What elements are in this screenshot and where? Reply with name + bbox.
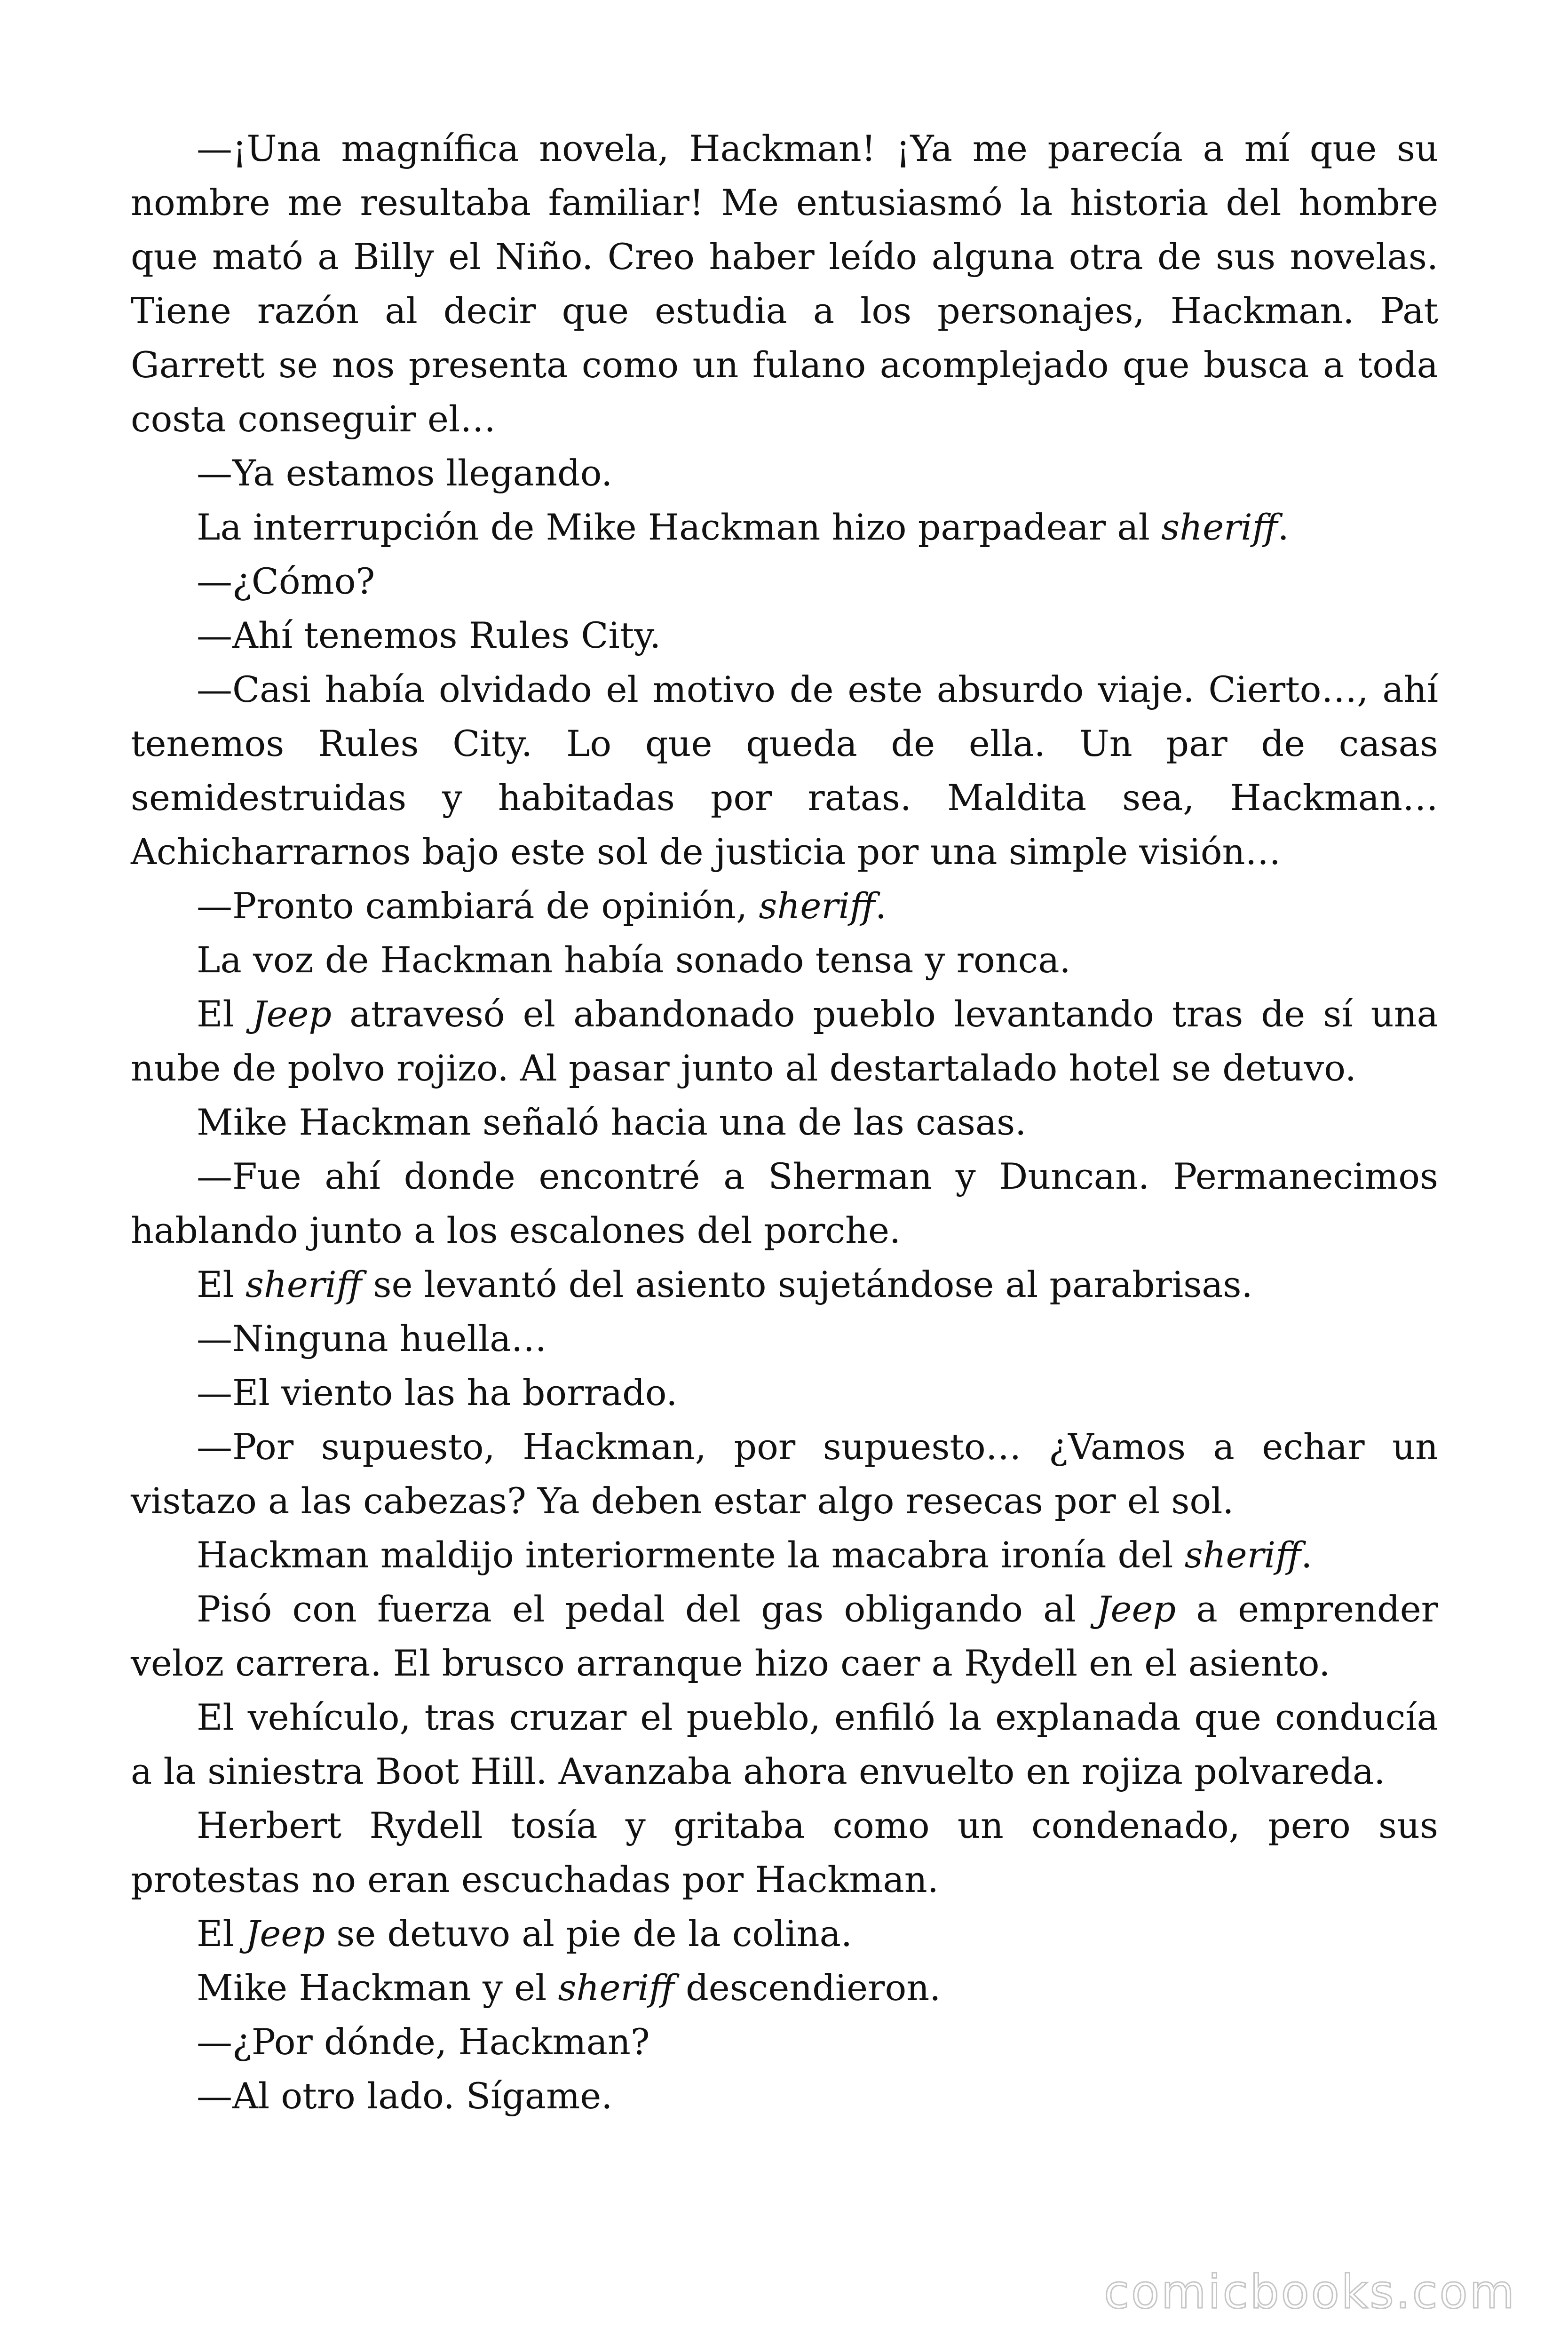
paragraph: [131, 554, 1438, 608]
text-run: se levantó del asiento sujetándose al parabrisas.: [362, 1263, 1253, 1305]
text-run: —¡Una magnífica novela, Hackman! ¡Ya me parecía a mí que su nombre me resultaba familiar! Me entusiasmó la historia del hombre que mató a Billy el Niño. Creo haber leído alguna otra de sus novelas. Tiene razón al decir que estudia a los personajes, Hackman. Pat Garrett se nos presenta como un fulano acomplejado que busca a toda costa conseguir el…: [131, 127, 1438, 440]
paragraph: [131, 608, 1438, 662]
paragraph: [131, 1582, 1438, 1690]
paragraph: [131, 1366, 1438, 1420]
text-run: Hackman maldijo interiormente la macabra ironía del: [197, 1534, 1185, 1576]
text-run: Pisó con fuerza el pedal del gas obligando al: [197, 1588, 1097, 1630]
text-run: atravesó el abandonado pueblo levantando tras de sí una nube de polvo rojizo. Al pasar junto al destartalado hotel se detuvo.: [131, 993, 1438, 1089]
text-run: —Al otro lado. Sígame.: [197, 2075, 613, 2117]
paragraph: [131, 2015, 1438, 2069]
italic-term: sheriff: [245, 1263, 362, 1305]
italic-term: sheriff: [759, 885, 875, 927]
italic-term: sheriff: [558, 1967, 674, 2009]
paragraph: [131, 1961, 1438, 2015]
paragraph: [131, 2069, 1438, 2123]
paragraph: [131, 879, 1438, 933]
text-run: —Por supuesto, Hackman, por supuesto… ¿Vamos a echar un vistazo a las cabezas? Ya deben estar algo resecas por el sol.: [131, 1426, 1438, 1522]
text-run: Mike Hackman señaló hacia una de las casas.: [197, 1101, 1027, 1143]
paragraph: [131, 1528, 1438, 1582]
text-run: Mike Hackman y el: [197, 1967, 558, 2009]
text-run: —Ninguna huella…: [197, 1318, 547, 1359]
text-run: descendieron.: [674, 1967, 941, 2009]
paragraph: [131, 662, 1438, 879]
text-run: —¿Cómo?: [197, 560, 375, 602]
paragraph: [131, 933, 1438, 987]
paragraph: [131, 987, 1438, 1095]
text-run: El: [197, 1913, 245, 1955]
site-watermark: comicbooks.com: [1104, 2265, 1516, 2319]
italic-term: Jeep: [1096, 1588, 1176, 1630]
text-run: El vehículo, tras cruzar el pueblo, enfiló la explanada que conducía a la siniestra Boot Hill. Avanzaba ahora envuelto en rojiza polvareda.: [131, 1696, 1438, 1792]
text-run: —Ya estamos llegando.: [197, 452, 613, 494]
paragraph: [131, 446, 1438, 500]
text-run: .: [1301, 1534, 1313, 1576]
italic-term: sheriff: [1161, 506, 1278, 548]
italic-term: Jeep: [252, 993, 332, 1035]
text-run: —Ahí tenemos Rules City.: [197, 614, 661, 656]
text-run: .: [1277, 506, 1289, 548]
text-run: Herbert Rydell tosía y gritaba como un condenado, pero sus protestas no eran escuchadas por Hackman.: [131, 1804, 1438, 1900]
text-run: La voz de Hackman había sonado tensa y ronca.: [197, 939, 1071, 981]
paragraph: [131, 1420, 1438, 1528]
text-run: —Pronto cambiará de opinión,: [197, 885, 759, 927]
text-run: La interrupción de Mike Hackman hizo parpadear al: [197, 506, 1162, 548]
text-run: a emprender veloz carrera. El brusco arranque hizo caer a Rydell en el asiento.: [131, 1588, 1439, 1684]
paragraph: [131, 1149, 1438, 1257]
paragraph: [131, 1690, 1438, 1798]
paragraph: [131, 1257, 1438, 1311]
text-run: El: [197, 993, 252, 1035]
paragraph: [131, 500, 1438, 554]
text-run: —¿Por dónde, Hackman?: [197, 2021, 650, 2063]
text-run: —Fue ahí donde encontré a Sherman y Duncan. Permanecimos hablando junto a los escalones del porche.: [131, 1155, 1438, 1251]
paragraph: [131, 1095, 1438, 1149]
paragraph: [131, 121, 1438, 446]
text-run: —El viento las ha borrado.: [197, 1372, 678, 1414]
italic-term: Jeep: [245, 1913, 325, 1955]
paragraph: [131, 1907, 1438, 1961]
text-run: .: [875, 885, 887, 927]
italic-term: sheriff: [1184, 1534, 1301, 1576]
text-run: —Casi había olvidado el motivo de este absurdo viaje. Cierto…, ahí tenemos Rules City. Lo que queda de ella. Un par de casas semidestruidas y habitadas por ratas. Maldita sea, Hackman… Achicharrarnos bajo este sol de justicia por una simple visión…: [131, 668, 1438, 873]
text-run: se detuvo al pie de la colina.: [325, 1913, 853, 1955]
paragraph: [131, 1311, 1438, 1366]
book-page-text: [131, 121, 1438, 2123]
paragraph: [131, 1798, 1438, 1907]
text-run: El: [197, 1263, 245, 1305]
